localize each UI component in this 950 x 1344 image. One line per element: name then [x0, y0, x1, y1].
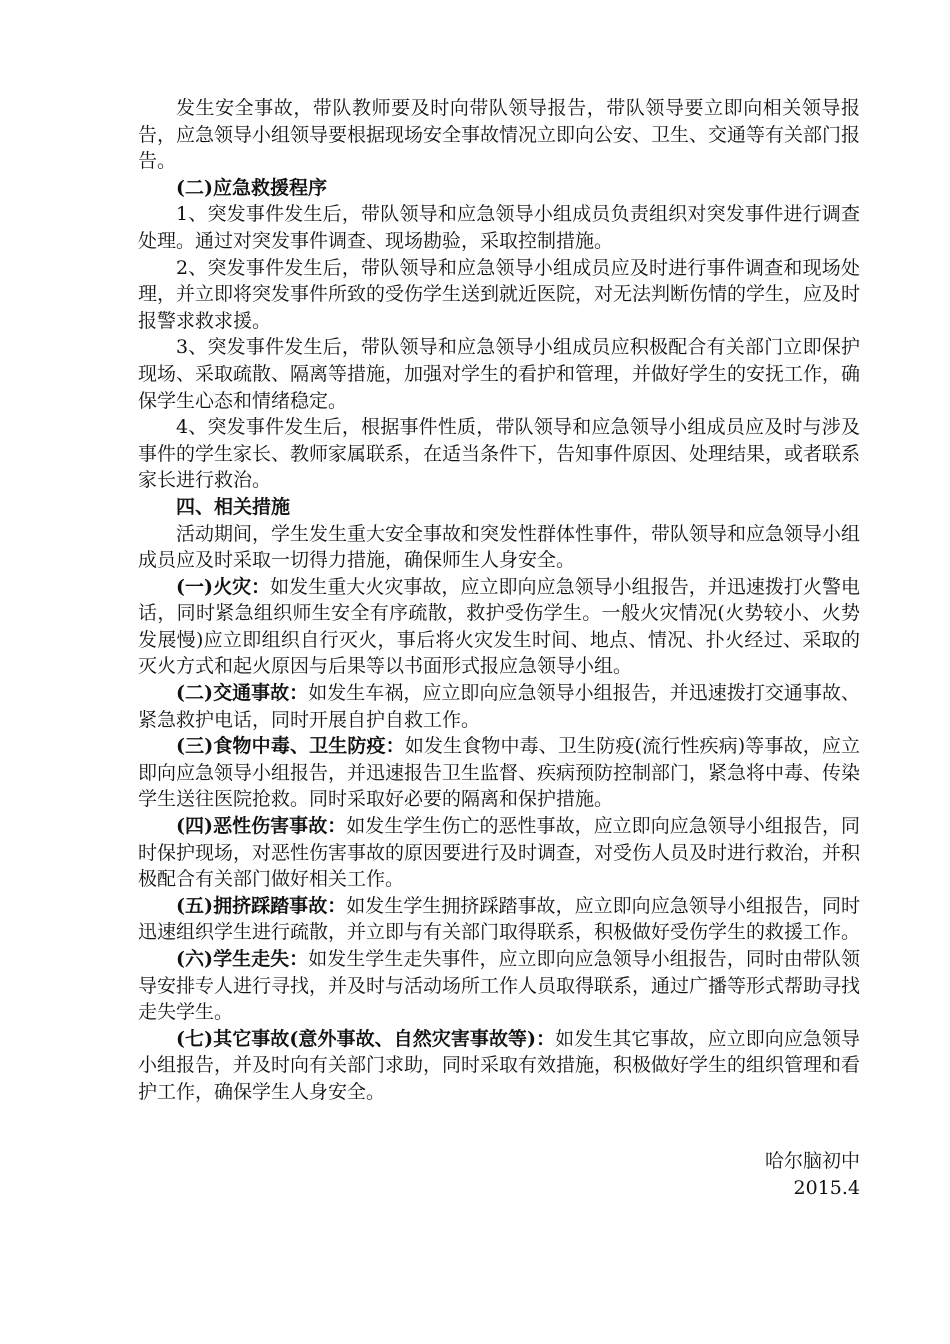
paragraph-rescue-2: 2、突发事件发生后，带队领导和应急领导小组成员应及时进行事件调查和现场处理，并立即将突发事件所致的受伤学生送到就近医院，对无法判断伤情的学生，应及时报警求救求援。 — [138, 256, 861, 332]
signature-block — [765, 1148, 860, 1201]
paragraph-measures-intro: 活动期间，学生发生重大安全事故和突发性群体性事件，带队领导和应急领导小组成员应及时采取一切得力措施，确保师生人身安全。 — [138, 522, 861, 572]
other-lead: (七)其它事故(意外事故、自然灾害事故等)： — [176, 1027, 556, 1050]
food-text: 如发生食物中毒、卫生防疫(流行性疾病)等事故，应立即向应急领导小组报告，并迅速报告卫生监督、疾病预防控制部门，紧急将中毒、传染学生送往医院抢救。同时采取好必要的隔离和保护措施。 — [138, 735, 861, 811]
stampede-lead: (五)拥挤踩踏事故： — [176, 894, 347, 917]
injury-lead: (四)恶性伤害事故： — [176, 815, 347, 838]
paragraph-safety-report: 发生安全事故，带队教师要及时向带队领导报告，带队领导要立即向相关领导报告，应急领导小组领导要根据现场安全事故情况立即向公安、卫生、交通等有关部门报告。 — [138, 97, 861, 173]
signature-date: 2015.4 — [793, 1176, 860, 1199]
other-text: 如发生其它事故，应立即向应急领导小组报告，并及时向有关部门求助，同时采取有效措施，积极做好学生的组织管理和看护工作，确保学生人身安全。 — [138, 1027, 861, 1103]
injury-text: 如发生学生伤亡的恶性事故，应立即向应急领导小组报告，同时保护现场，对恶性伤害事故的原因要进行及时调查，对受伤人员及时进行救治，并积极配合有关部门做好相关工作。 — [138, 815, 861, 891]
paragraph-stampede — [138, 893, 860, 946]
heading-rescue-procedure: (二)应急救援程序 — [176, 176, 327, 199]
paragraph-other-accidents — [138, 1026, 860, 1106]
traffic-lead: (二)交通事故： — [176, 682, 309, 705]
paragraph-traffic — [138, 680, 860, 733]
fire-text: 如发生重大火灾事故，应立即向应急领导小组报告，并迅速拨打火警电话，同时紧急组织师生安全有序疏散，救护受伤学生。一般火灾情况(火势较小、火势发展慢)应立即组织自行灭火，事后将火灾发生时间、地点、情况、扑火经过、采取的灭火方式和起火原因与后果等以书面形式报应急领导小组。 — [138, 575, 860, 678]
missing-text: 如发生学生走失事件，应立即向应急领导小组报告，同时由带队领导安排专人进行寻找，并及时与活动场所工作人员取得联系，通过广播等形式帮助寻找走失学生。 — [138, 948, 861, 1024]
paragraph-rescue-3: 3、突发事件发生后，带队领导和应急领导小组成员应积极配合有关部门立即保护现场、采取疏散、隔离等措施，加强对学生的看护和管理，并做好学生的安抚工作，确保学生心态和情绪稳定。 — [138, 336, 861, 412]
signature-school: 哈尔脑初中 — [764, 1150, 860, 1172]
paragraph-malicious-injury — [138, 813, 860, 893]
paragraph-missing-student — [138, 946, 860, 1026]
missing-lead: (六)学生走失： — [176, 948, 309, 970]
document-body — [138, 95, 860, 1106]
fire-lead: (一)火灾： — [176, 575, 271, 598]
paragraph-rescue-1: 1、突发事件发生后，带队领导和应急领导小组成员负责组织对突发事件进行调查处理。通过对突发事件调查、现场勘验，采取控制措施。 — [138, 203, 860, 252]
paragraph-rescue-4: 4、突发事件发生后，根据事件性质，带队领导和应急领导小组成员应及时与涉及事件的学生家长、教师家属联系，在适当条件下，告知事件原因、处理结果，或者联系家长进行救治。 — [138, 416, 861, 492]
stampede-text: 如发生学生拥挤踩踏事故，应立即向应急领导小组报告，同时迅速组织学生进行疏散，并立即与有关部门取得联系，积极做好受伤学生的救援工作。 — [138, 894, 861, 944]
paragraph-fire — [138, 574, 860, 680]
paragraph-food-poisoning — [138, 733, 860, 813]
traffic-text: 如发生车祸，应立即向应急领导小组报告，并迅速拨打交通事故、紧急救护电话，同时开展自护自救工作。 — [138, 682, 860, 731]
heading-related-measures: 四、相关措施 — [176, 495, 291, 518]
food-lead: (三)食物中毒、卫生防疫： — [176, 735, 405, 758]
